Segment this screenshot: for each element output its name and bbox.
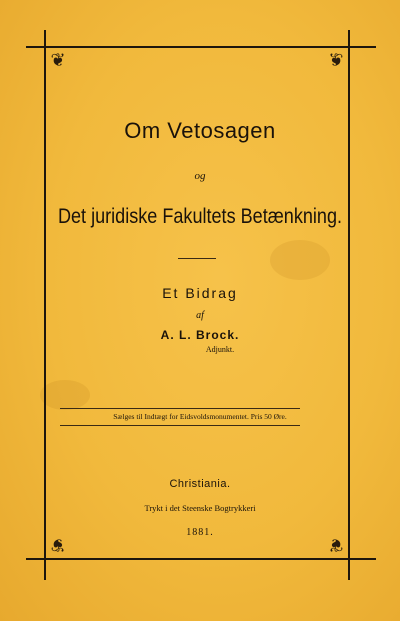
- sale-rule-bottom: [60, 425, 300, 426]
- corner-flourish-icon: ❦: [50, 535, 66, 555]
- corner-flourish-icon: ❦: [328, 50, 344, 70]
- author-name: A. L. Brock.: [160, 328, 240, 342]
- by-label: af: [196, 310, 204, 321]
- title-conjunction: og: [194, 170, 206, 182]
- title-divider: [178, 258, 216, 259]
- frame-top-line: [26, 46, 376, 48]
- subtitle: Et Bidrag: [162, 285, 238, 301]
- title-line-1: Om Vetosagen: [124, 118, 276, 143]
- title-line-2: Det juridiske Fakultets Betænkning.: [57, 205, 343, 228]
- sale-note: Sælges til Indtægt for Eidsvoldsmonumentet. Pris 50 Øre.: [113, 412, 287, 421]
- publication-year: 1881.: [186, 527, 214, 538]
- frame-bottom-line: [26, 558, 376, 560]
- corner-flourish-icon: ❦: [328, 535, 344, 555]
- sale-rule-top: [60, 408, 300, 409]
- printer-line: Trykt i det Steenske Bogtrykkeri: [144, 503, 256, 513]
- corner-flourish-icon: ❦: [50, 50, 66, 70]
- publication-city: Christiania.: [169, 478, 231, 490]
- frame-right-line: [348, 30, 350, 580]
- paper-stain: [270, 240, 330, 280]
- frame-left-line: [44, 30, 46, 580]
- author-title: Adjunkt.: [205, 345, 235, 354]
- paper-stain: [40, 380, 90, 410]
